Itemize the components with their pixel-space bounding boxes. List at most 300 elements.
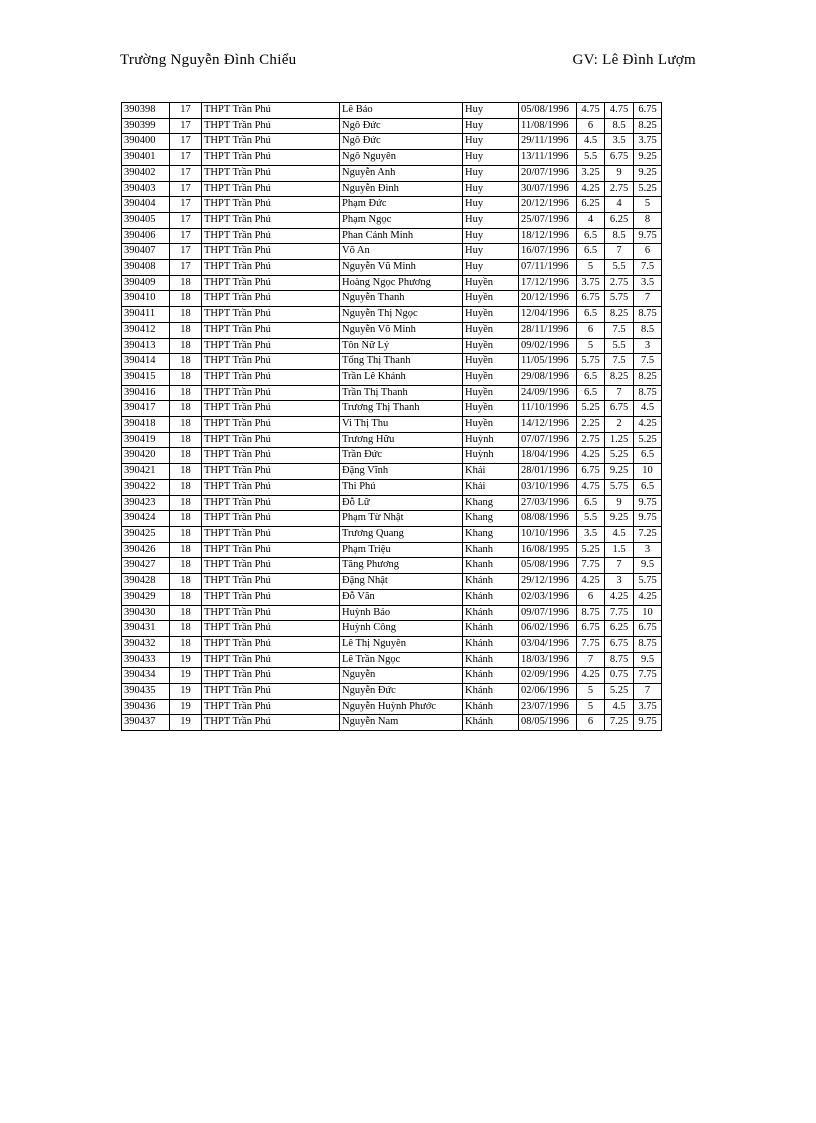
score-1-cell: 4 (577, 212, 605, 228)
table-row (122, 699, 662, 715)
score-3-cell: 8.75 (634, 307, 662, 323)
birth-date-cell: 25/07/1996 (519, 212, 577, 228)
student-id-cell: 390410 (122, 291, 170, 307)
student-id-cell: 390417 (122, 401, 170, 417)
birth-date-cell: 11/10/1996 (519, 401, 577, 417)
score-2-cell: 7.75 (605, 605, 634, 621)
score-1-cell: 6 (577, 322, 605, 338)
score-1-cell: 6.75 (577, 621, 605, 637)
score-3-cell: 3 (634, 542, 662, 558)
score-2-cell: 8.25 (605, 307, 634, 323)
score-2-cell: 6.75 (605, 150, 634, 166)
school-cell: THPT Trần Phú (202, 542, 340, 558)
room-cell: 18 (170, 558, 202, 574)
room-cell: 17 (170, 150, 202, 166)
first-name-cell: Huy (463, 244, 519, 260)
student-id-cell: 390420 (122, 448, 170, 464)
student-id-cell: 390435 (122, 684, 170, 700)
birth-date-cell: 28/01/1996 (519, 464, 577, 480)
score-2-cell: 6.25 (605, 212, 634, 228)
score-3-cell: 8.75 (634, 636, 662, 652)
score-1-cell: 6 (577, 589, 605, 605)
school-cell: THPT Trần Phú (202, 479, 340, 495)
last-name-cell: Phạm Triệu (340, 542, 463, 558)
last-name-cell: Nguyễn Võ Minh (340, 322, 463, 338)
student-id-cell: 390416 (122, 385, 170, 401)
school-cell: THPT Trần Phú (202, 322, 340, 338)
room-cell: 18 (170, 526, 202, 542)
last-name-cell: Nguyễn Thị Ngọc (340, 307, 463, 323)
table-row (122, 621, 662, 637)
table-row (122, 338, 662, 354)
first-name-cell: Khang (463, 511, 519, 527)
score-2-cell: 9 (605, 495, 634, 511)
room-cell: 19 (170, 684, 202, 700)
room-cell: 18 (170, 621, 202, 637)
first-name-cell: Khánh (463, 621, 519, 637)
student-id-cell: 390434 (122, 668, 170, 684)
room-cell: 18 (170, 307, 202, 323)
table-row (122, 385, 662, 401)
score-2-cell: 3 (605, 574, 634, 590)
first-name-cell: Khánh (463, 715, 519, 731)
score-3-cell: 3.75 (634, 699, 662, 715)
school-cell: THPT Trần Phú (202, 574, 340, 590)
first-name-cell: Huy (463, 260, 519, 276)
school-cell: THPT Trần Phú (202, 511, 340, 527)
score-3-cell: 9.75 (634, 715, 662, 731)
score-3-cell: 4.25 (634, 589, 662, 605)
birth-date-cell: 23/07/1996 (519, 699, 577, 715)
first-name-cell: Huy (463, 103, 519, 119)
score-3-cell: 4.25 (634, 417, 662, 433)
score-2-cell: 5.25 (605, 684, 634, 700)
score-1-cell: 6.5 (577, 495, 605, 511)
last-name-cell: Nguyễn Đức (340, 684, 463, 700)
school-cell: THPT Trần Phú (202, 699, 340, 715)
table-row (122, 652, 662, 668)
table-row (122, 511, 662, 527)
birth-date-cell: 18/03/1996 (519, 652, 577, 668)
score-3-cell: 5.75 (634, 574, 662, 590)
school-cell: THPT Trần Phú (202, 495, 340, 511)
score-3-cell: 6.75 (634, 103, 662, 119)
score-1-cell: 2.25 (577, 417, 605, 433)
score-3-cell: 8.75 (634, 385, 662, 401)
first-name-cell: Huyền (463, 417, 519, 433)
score-3-cell: 9.75 (634, 228, 662, 244)
score-1-cell: 6.75 (577, 291, 605, 307)
score-2-cell: 7 (605, 385, 634, 401)
room-cell: 18 (170, 401, 202, 417)
table-row (122, 589, 662, 605)
table-row (122, 212, 662, 228)
first-name-cell: Khánh (463, 589, 519, 605)
first-name-cell: Huy (463, 228, 519, 244)
birth-date-cell: 17/12/1996 (519, 275, 577, 291)
score-3-cell: 3.5 (634, 275, 662, 291)
room-cell: 19 (170, 668, 202, 684)
school-cell: THPT Trần Phú (202, 621, 340, 637)
birth-date-cell: 28/11/1996 (519, 322, 577, 338)
birth-date-cell: 11/05/1996 (519, 354, 577, 370)
last-name-cell: Nguyễn Thanh (340, 291, 463, 307)
school-cell: THPT Trần Phú (202, 118, 340, 134)
score-3-cell: 3.75 (634, 134, 662, 150)
table-row (122, 479, 662, 495)
score-2-cell: 8.5 (605, 228, 634, 244)
room-cell: 18 (170, 636, 202, 652)
last-name-cell: Trương Quang (340, 526, 463, 542)
student-id-cell: 390415 (122, 369, 170, 385)
last-name-cell: Ngô Đức (340, 134, 463, 150)
score-1-cell: 6.5 (577, 385, 605, 401)
score-2-cell: 8.75 (605, 652, 634, 668)
first-name-cell: Khánh (463, 605, 519, 621)
school-name: Trường Nguyễn Đình Chiểu (120, 52, 297, 68)
student-id-cell: 390437 (122, 715, 170, 731)
birth-date-cell: 03/10/1996 (519, 479, 577, 495)
birth-date-cell: 05/08/1996 (519, 558, 577, 574)
student-id-cell: 390401 (122, 150, 170, 166)
score-1-cell: 7.75 (577, 636, 605, 652)
table-row (122, 432, 662, 448)
table-row (122, 322, 662, 338)
first-name-cell: Huyền (463, 275, 519, 291)
score-2-cell: 8.25 (605, 369, 634, 385)
birth-date-cell: 20/07/1996 (519, 165, 577, 181)
room-cell: 17 (170, 118, 202, 134)
table-row (122, 291, 662, 307)
score-2-cell: 5.5 (605, 260, 634, 276)
first-name-cell: Huỳnh (463, 448, 519, 464)
first-name-cell: Huyền (463, 385, 519, 401)
room-cell: 18 (170, 291, 202, 307)
room-cell: 18 (170, 275, 202, 291)
school-cell: THPT Trần Phú (202, 369, 340, 385)
room-cell: 17 (170, 134, 202, 150)
birth-date-cell: 02/06/1996 (519, 684, 577, 700)
score-2-cell: 2.75 (605, 275, 634, 291)
first-name-cell: Khánh (463, 668, 519, 684)
score-2-cell: 9.25 (605, 511, 634, 527)
room-cell: 17 (170, 197, 202, 213)
score-3-cell: 7.75 (634, 668, 662, 684)
score-2-cell: 6.25 (605, 621, 634, 637)
school-cell: THPT Trần Phú (202, 636, 340, 652)
room-cell: 19 (170, 699, 202, 715)
score-3-cell: 4.5 (634, 401, 662, 417)
table-row (122, 150, 662, 166)
table-row (122, 260, 662, 276)
last-name-cell: Đặng Nhật (340, 574, 463, 590)
last-name-cell: Đỗ Lữ (340, 495, 463, 511)
last-name-cell: Nguyễn Đình (340, 181, 463, 197)
score-3-cell: 8.25 (634, 369, 662, 385)
score-1-cell: 4.25 (577, 181, 605, 197)
table-row (122, 165, 662, 181)
first-name-cell: Khang (463, 495, 519, 511)
score-1-cell: 7.75 (577, 558, 605, 574)
room-cell: 18 (170, 511, 202, 527)
last-name-cell: Nguyễn Anh (340, 165, 463, 181)
first-name-cell: Khang (463, 526, 519, 542)
last-name-cell: Thi Phú (340, 479, 463, 495)
room-cell: 17 (170, 260, 202, 276)
school-cell: THPT Trần Phú (202, 715, 340, 731)
score-2-cell: 8.5 (605, 118, 634, 134)
birth-date-cell: 02/03/1996 (519, 589, 577, 605)
room-cell: 18 (170, 369, 202, 385)
school-cell: THPT Trần Phú (202, 432, 340, 448)
student-id-cell: 390421 (122, 464, 170, 480)
score-1-cell: 7 (577, 652, 605, 668)
score-1-cell: 5 (577, 699, 605, 715)
school-cell: THPT Trần Phú (202, 385, 340, 401)
student-id-cell: 390405 (122, 212, 170, 228)
last-name-cell: Võ An (340, 244, 463, 260)
page-header (120, 52, 696, 74)
score-3-cell: 6.5 (634, 479, 662, 495)
student-id-cell: 390404 (122, 197, 170, 213)
school-cell: THPT Trần Phú (202, 526, 340, 542)
room-cell: 18 (170, 322, 202, 338)
school-cell: THPT Trần Phú (202, 448, 340, 464)
score-1-cell: 6.75 (577, 464, 605, 480)
score-2-cell: 5.5 (605, 338, 634, 354)
room-cell: 18 (170, 385, 202, 401)
score-1-cell: 3.75 (577, 275, 605, 291)
last-name-cell: Trương Thị Thanh (340, 401, 463, 417)
first-name-cell: Huyền (463, 401, 519, 417)
score-3-cell: 7.25 (634, 526, 662, 542)
birth-date-cell: 12/04/1996 (519, 307, 577, 323)
student-id-cell: 390399 (122, 118, 170, 134)
student-score-table (121, 102, 662, 731)
table-row (122, 636, 662, 652)
school-cell: THPT Trần Phú (202, 291, 340, 307)
last-name-cell: Phạm Đức (340, 197, 463, 213)
score-2-cell: 6.75 (605, 401, 634, 417)
birth-date-cell: 09/07/1996 (519, 605, 577, 621)
room-cell: 18 (170, 448, 202, 464)
score-1-cell: 5 (577, 260, 605, 276)
score-3-cell: 5.25 (634, 181, 662, 197)
score-3-cell: 3 (634, 338, 662, 354)
student-id-cell: 390427 (122, 558, 170, 574)
birth-date-cell: 14/12/1996 (519, 417, 577, 433)
table-row (122, 715, 662, 731)
birth-date-cell: 06/02/1996 (519, 621, 577, 637)
last-name-cell: Hoàng Ngọc Phương (340, 275, 463, 291)
room-cell: 18 (170, 605, 202, 621)
score-3-cell: 9.25 (634, 165, 662, 181)
table-row (122, 574, 662, 590)
school-cell: THPT Trần Phú (202, 417, 340, 433)
last-name-cell: Lê Thị Nguyên (340, 636, 463, 652)
last-name-cell: Nguyễn Vũ Minh (340, 260, 463, 276)
score-2-cell: 9.25 (605, 464, 634, 480)
student-id-cell: 390422 (122, 479, 170, 495)
room-cell: 17 (170, 212, 202, 228)
school-cell: THPT Trần Phú (202, 401, 340, 417)
room-cell: 19 (170, 715, 202, 731)
school-cell: THPT Trần Phú (202, 684, 340, 700)
score-2-cell: 5.25 (605, 448, 634, 464)
student-id-cell: 390402 (122, 165, 170, 181)
last-name-cell: Nguyễn Nam (340, 715, 463, 731)
room-cell: 18 (170, 338, 202, 354)
student-id-cell: 390414 (122, 354, 170, 370)
last-name-cell: Huỳnh Bảo (340, 605, 463, 621)
student-id-cell: 390411 (122, 307, 170, 323)
first-name-cell: Khanh (463, 542, 519, 558)
room-cell: 18 (170, 417, 202, 433)
birth-date-cell: 18/12/1996 (519, 228, 577, 244)
last-name-cell: Huỳnh Công (340, 621, 463, 637)
birth-date-cell: 08/08/1996 (519, 511, 577, 527)
last-name-cell: Đỗ Văn (340, 589, 463, 605)
first-name-cell: Khánh (463, 684, 519, 700)
table-row (122, 181, 662, 197)
last-name-cell: Đặng Vĩnh (340, 464, 463, 480)
score-3-cell: 5 (634, 197, 662, 213)
score-2-cell: 4.5 (605, 526, 634, 542)
student-id-cell: 390403 (122, 181, 170, 197)
table-row (122, 134, 662, 150)
birth-date-cell: 20/12/1996 (519, 197, 577, 213)
score-1-cell: 6 (577, 118, 605, 134)
table-row (122, 558, 662, 574)
score-2-cell: 4.25 (605, 589, 634, 605)
last-name-cell: Tăng Phương (340, 558, 463, 574)
score-3-cell: 9.25 (634, 150, 662, 166)
first-name-cell: Huyền (463, 291, 519, 307)
first-name-cell: Huy (463, 165, 519, 181)
first-name-cell: Huyền (463, 338, 519, 354)
score-1-cell: 4.25 (577, 448, 605, 464)
first-name-cell: Khánh (463, 699, 519, 715)
score-3-cell: 6.5 (634, 448, 662, 464)
school-cell: THPT Trần Phú (202, 354, 340, 370)
table-row (122, 244, 662, 260)
birth-date-cell: 16/07/1996 (519, 244, 577, 260)
student-id-cell: 390419 (122, 432, 170, 448)
last-name-cell: Trương Hữu (340, 432, 463, 448)
score-2-cell: 9 (605, 165, 634, 181)
first-name-cell: Khải (463, 479, 519, 495)
student-id-cell: 390424 (122, 511, 170, 527)
first-name-cell: Huyền (463, 322, 519, 338)
room-cell: 17 (170, 103, 202, 119)
last-name-cell: Vi Thị Thu (340, 417, 463, 433)
student-id-cell: 390406 (122, 228, 170, 244)
birth-date-cell: 10/10/1996 (519, 526, 577, 542)
first-name-cell: Huy (463, 150, 519, 166)
last-name-cell: Lê Bảo (340, 103, 463, 119)
table-row (122, 307, 662, 323)
first-name-cell: Khanh (463, 558, 519, 574)
last-name-cell: Tống Thị Thanh (340, 354, 463, 370)
score-1-cell: 6 (577, 715, 605, 731)
score-3-cell: 8.5 (634, 322, 662, 338)
school-cell: THPT Trần Phú (202, 464, 340, 480)
score-1-cell: 6.25 (577, 197, 605, 213)
score-3-cell: 7.5 (634, 260, 662, 276)
last-name-cell: Ngô Nguyên (340, 150, 463, 166)
school-cell: THPT Trần Phú (202, 558, 340, 574)
first-name-cell: Khánh (463, 574, 519, 590)
birth-date-cell: 24/09/1996 (519, 385, 577, 401)
first-name-cell: Huy (463, 181, 519, 197)
score-1-cell: 5.25 (577, 401, 605, 417)
score-1-cell: 3.25 (577, 165, 605, 181)
school-cell: THPT Trần Phú (202, 260, 340, 276)
table-row (122, 103, 662, 119)
score-2-cell: 4 (605, 197, 634, 213)
birth-date-cell: 09/02/1996 (519, 338, 577, 354)
score-1-cell: 5.25 (577, 542, 605, 558)
school-cell: THPT Trần Phú (202, 197, 340, 213)
room-cell: 18 (170, 432, 202, 448)
first-name-cell: Khải (463, 464, 519, 480)
student-id-cell: 390431 (122, 621, 170, 637)
last-name-cell: Ngô Đức (340, 118, 463, 134)
birth-date-cell: 29/08/1996 (519, 369, 577, 385)
school-cell: THPT Trần Phú (202, 589, 340, 605)
table-row (122, 401, 662, 417)
table-row (122, 369, 662, 385)
school-cell: THPT Trần Phú (202, 165, 340, 181)
student-id-cell: 390412 (122, 322, 170, 338)
score-2-cell: 1.5 (605, 542, 634, 558)
table-body (122, 103, 662, 731)
score-1-cell: 6.5 (577, 244, 605, 260)
first-name-cell: Huyền (463, 354, 519, 370)
table-row (122, 354, 662, 370)
table-row (122, 464, 662, 480)
score-2-cell: 7 (605, 244, 634, 260)
teacher-name: GV: Lê Đình Lượm (572, 52, 696, 68)
score-1-cell: 6.5 (577, 228, 605, 244)
table-row (122, 197, 662, 213)
student-id-cell: 390407 (122, 244, 170, 260)
score-2-cell: 7.5 (605, 322, 634, 338)
score-1-cell: 5 (577, 684, 605, 700)
room-cell: 18 (170, 495, 202, 511)
school-cell: THPT Trần Phú (202, 275, 340, 291)
score-3-cell: 5.25 (634, 432, 662, 448)
last-name-cell: Trần Lê Khánh (340, 369, 463, 385)
last-name-cell: Nguyễn Huỳnh Phước (340, 699, 463, 715)
room-cell: 18 (170, 542, 202, 558)
school-cell: THPT Trần Phú (202, 103, 340, 119)
school-cell: THPT Trần Phú (202, 307, 340, 323)
student-id-cell: 390426 (122, 542, 170, 558)
score-3-cell: 9.75 (634, 511, 662, 527)
score-1-cell: 4.25 (577, 668, 605, 684)
table-row (122, 542, 662, 558)
score-2-cell: 7.5 (605, 354, 634, 370)
score-1-cell: 6.5 (577, 369, 605, 385)
birth-date-cell: 03/04/1996 (519, 636, 577, 652)
table-row (122, 495, 662, 511)
score-3-cell: 7.5 (634, 354, 662, 370)
score-2-cell: 2.75 (605, 181, 634, 197)
student-id-cell: 390436 (122, 699, 170, 715)
school-cell: THPT Trần Phú (202, 668, 340, 684)
score-3-cell: 6 (634, 244, 662, 260)
